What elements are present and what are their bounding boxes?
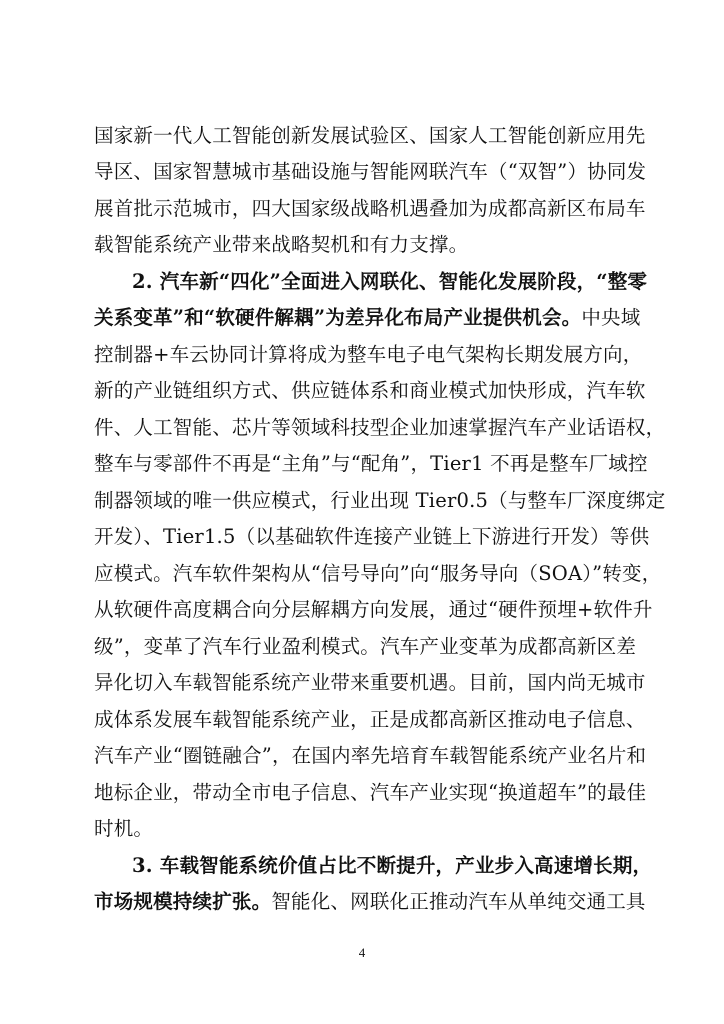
section-heading-3-bold: 市场规模持续扩张。 [94, 890, 272, 913]
paragraph-line: 件、人工智能、芯片等领域科技型企业加速掌握汽车产业话语权， [94, 416, 666, 439]
paragraph-line: 载智能系统产业带来战略契机和有力支撑。 [94, 233, 469, 256]
section-heading-3-line [94, 888, 646, 916]
paragraph-line: 展首批示范城市，四大国家级战略机遇叠加为成都高新区布局车 [94, 197, 646, 220]
paragraph-line: 国家新一代人工智能创新发展试验区、国家人工智能创新应用先 [94, 124, 646, 147]
section-heading-2-bold: 关系变革”和“软硬件解耦”为差异化布局产业提供机会。 [94, 306, 582, 329]
paragraph-line: 应模式。汽车软件架构从“信号导向”向“服务导向（SOA）”转变， [94, 562, 662, 585]
paragraph-line: 地标企业，带动全市电子信息、汽车产业实现“换道超车”的最佳 [94, 781, 647, 804]
section-heading-2-tail: 中央域 [581, 306, 641, 329]
paragraph-line: 异化切入车载智能系统产业带来重要机遇。目前，国内尚无城市 [94, 671, 646, 694]
paragraph-line: 开发）、Tier1.5（以基础软件连接产业链上下游进行开发）等供 [94, 525, 650, 548]
paragraph-line: 导区、国家智慧城市基础设施与智能网联汽车（“双智”）协同发 [94, 160, 647, 183]
paragraph-line: 新的产业链组织方式、供应链体系和商业模式加快形成，汽车软 [94, 379, 646, 402]
paragraph-line: 汽车产业“圈链融合”，在国内率先培育车载智能系统产业名片和 [94, 744, 647, 767]
page-number: 4 [358, 945, 366, 960]
paragraph-line: 级”，变革了汽车行业盈利模式。汽车产业变革为成都高新区差 [94, 635, 637, 658]
paragraph-line: 控制器+车云协同计算将成为整车电子电气架构长期发展方向， [94, 343, 643, 366]
section-heading-3-tail: 智能化、网联化正推动汽车从单纯交通工具 [271, 890, 646, 913]
paragraph-line: 成体系发展车载智能系统产业，正是成都高新区推动电子信息、 [94, 708, 646, 731]
paragraph-line: 从软硬件高度耦合向分层解耦方向发展，通过“硬件预埋+软件升 [94, 598, 653, 621]
section-heading-3: 3. 车载智能系统价值占比不断提升，产业步入高速增长期， [132, 854, 653, 877]
section-heading-2: 2. 汽车新“四化”全面进入网联化、智能化发展阶段，“整零 [132, 270, 648, 293]
paragraph-line: 时机。 [94, 817, 154, 840]
section-heading-2-line [94, 304, 641, 332]
paragraph-line: 整车与零部件不再是“主角”与“配角”，Tier1 不再是整车厂域控 [94, 452, 648, 475]
paragraph-line: 制器领域的唯一供应模式，行业出现 Tier0.5（与整车厂深度绑定 [94, 489, 666, 512]
